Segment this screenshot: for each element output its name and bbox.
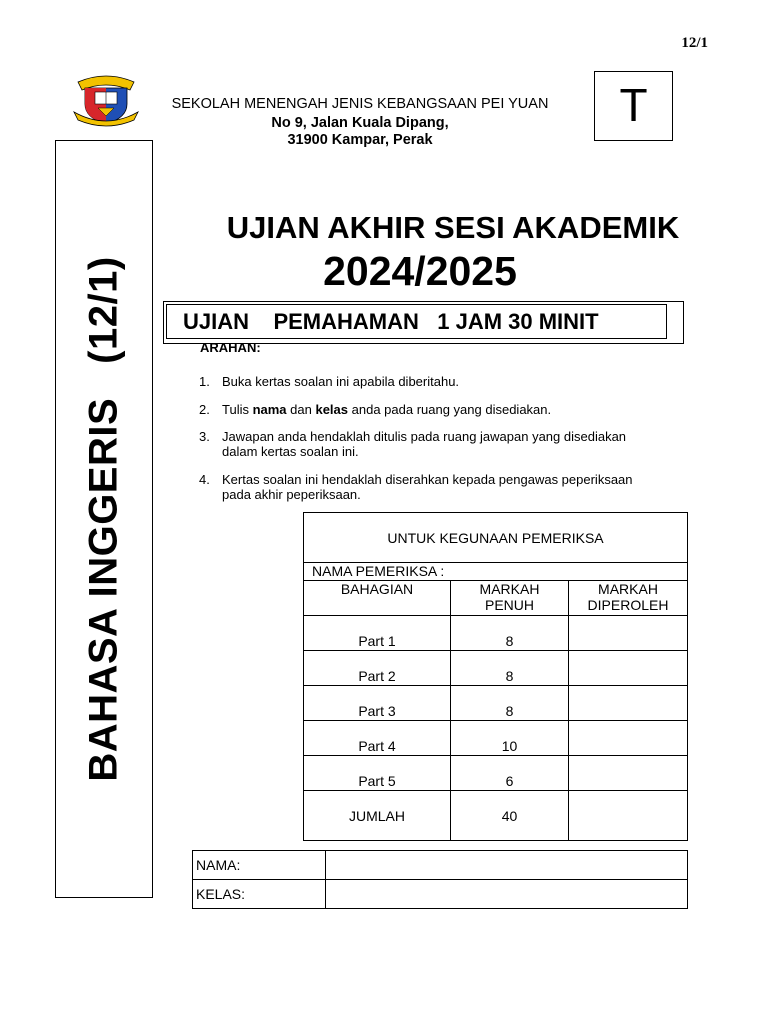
marks-table-title: UNTUK KEGUNAAN PEMERIKSA <box>304 513 688 563</box>
subject-side-panel <box>55 140 153 898</box>
part-label: Part 1 <box>304 616 451 651</box>
part-label: Part 5 <box>304 756 451 791</box>
instruction-text-line1: Kertas soalan ini hendaklah diserahkan kepada pengawas peperiksaan <box>222 472 633 487</box>
exam-title: UJIAN AKHIR SESI AKADEMIK <box>226 210 680 245</box>
table-row <box>304 721 688 756</box>
student-name-label: NAMA: <box>193 851 326 880</box>
table-row <box>304 686 688 721</box>
instruction-number: 3. <box>199 429 210 444</box>
instruction-number: 4. <box>199 472 210 487</box>
obtained-marks-cell[interactable] <box>569 616 688 651</box>
student-info-table <box>192 850 688 909</box>
examiner-marks-table <box>303 512 688 841</box>
obtained-marks-cell[interactable] <box>569 686 688 721</box>
subject-code: (12/1) <box>81 256 126 364</box>
instruction-text-line2: pada akhir peperiksaan. <box>222 487 361 502</box>
total-label: JUMLAH <box>304 791 451 841</box>
student-class-label: KELAS: <box>193 880 326 909</box>
subject-side-label <box>82 256 127 781</box>
school-address-line1: No 9, Jalan Kuala Dipang, <box>271 115 449 131</box>
full-marks: 8 <box>451 651 569 686</box>
instruction-number: 1. <box>199 374 210 389</box>
examiner-name-label: NAMA PEMERIKSA : <box>304 563 688 581</box>
obtained-marks-cell[interactable] <box>569 721 688 756</box>
full-marks: 10 <box>451 721 569 756</box>
total-row <box>304 791 688 841</box>
exam-year: 2024/2025 <box>323 248 517 294</box>
instruction-text: Tulis nama dan kelas anda pada ruang yang disediakan. <box>222 402 552 417</box>
subject-name: BAHASA INGGERIS <box>81 397 126 782</box>
full-marks: 6 <box>451 756 569 791</box>
table-row <box>304 651 688 686</box>
header-full-marks: MARKAH PENUH <box>451 581 569 616</box>
school-name: SEKOLAH MENENGAH JENIS KEBANGSAAN PEI YUAN <box>171 96 549 112</box>
total-full-marks: 40 <box>451 791 569 841</box>
part-label: Part 4 <box>304 721 451 756</box>
instruction-item <box>199 402 689 417</box>
part-label: Part 2 <box>304 651 451 686</box>
instruction-text-line2: dalam kertas soalan ini. <box>222 444 359 459</box>
paper-type-box: T <box>594 71 673 141</box>
part-label: Part 3 <box>304 686 451 721</box>
exam-info-bar <box>163 301 684 344</box>
total-obtained-cell[interactable] <box>569 791 688 841</box>
instruction-number: 2. <box>199 402 210 417</box>
school-address-line2: 31900 Kampar, Perak <box>287 132 433 148</box>
full-marks: 8 <box>451 616 569 651</box>
instruction-item <box>199 374 689 389</box>
bold-nama: nama <box>252 402 287 417</box>
student-class-field[interactable] <box>326 880 688 909</box>
page-code: 12/1 <box>681 35 708 51</box>
table-row <box>304 616 688 651</box>
header-obtained-marks: MARKAH DIPEROLEH <box>569 581 688 616</box>
obtained-marks-cell[interactable] <box>569 756 688 791</box>
table-row <box>304 756 688 791</box>
student-name-field[interactable] <box>326 851 688 880</box>
instruction-item <box>199 472 689 502</box>
instruction-item <box>199 429 689 459</box>
header-section: BAHAGIAN <box>304 581 451 616</box>
bold-kelas: kelas <box>315 402 349 417</box>
instruction-text-line1: Jawapan anda hendaklah ditulis pada ruang jawapan yang disediakan <box>222 429 627 444</box>
instruction-text: Buka kertas soalan ini apabila diberitahu. <box>222 374 460 389</box>
obtained-marks-cell[interactable] <box>569 651 688 686</box>
full-marks: 8 <box>451 686 569 721</box>
school-crest-icon <box>68 68 144 128</box>
exam-info-text: UJIAN PEMAHAMAN 1 JAM 30 MINIT <box>166 304 667 339</box>
instructions-heading: ARAHAN: <box>200 340 261 355</box>
